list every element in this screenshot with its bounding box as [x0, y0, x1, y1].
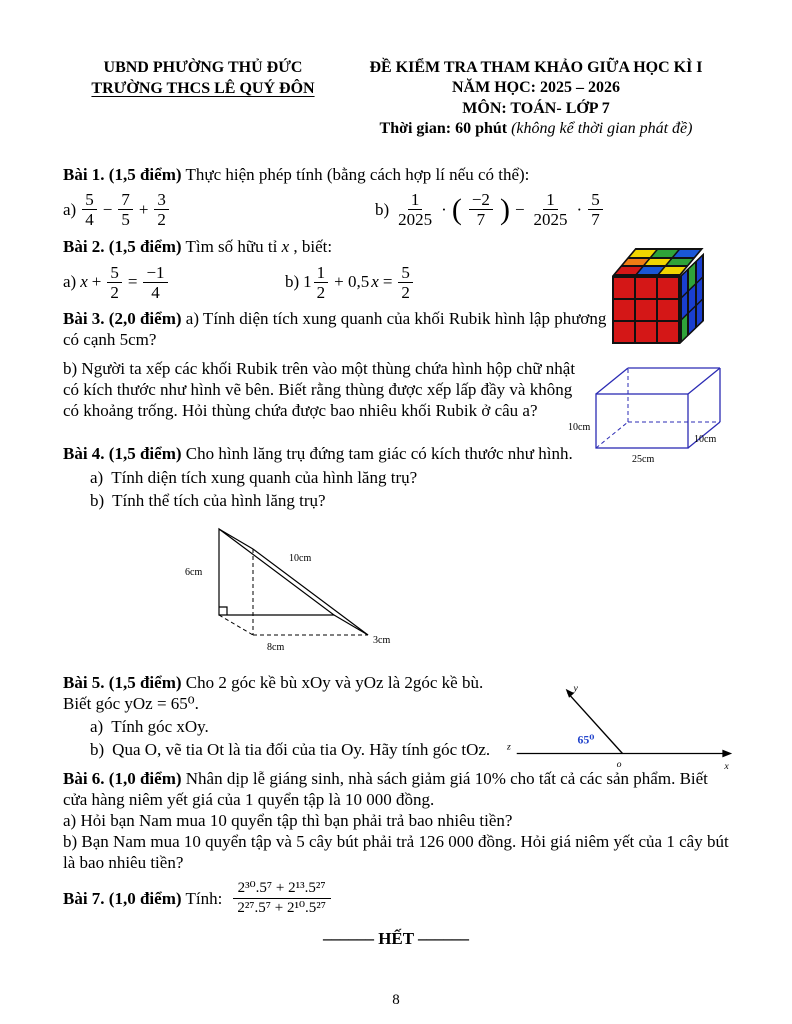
frac-den: 2025 [398, 210, 433, 230]
box-height-label: 10cm [568, 422, 591, 433]
frac-den: 2 [401, 282, 410, 302]
bai1-label: Bài 1. (1,5 điểm) [63, 164, 182, 184]
operator: − [514, 200, 525, 220]
exam-title: ĐỀ KIỂM TRA THAM KHẢO GIỮA HỌC KÌ I [369, 59, 703, 76]
frac-num: 1 [543, 190, 558, 210]
angle-drawing [505, 680, 740, 780]
bai3-label: Bài 3. (2,0 điểm) [63, 309, 182, 329]
bai3-part-a [63, 308, 609, 350]
bai4-label: Bài 4. (1,5 điểm) [63, 444, 182, 464]
section-bai1 [63, 164, 729, 232]
bai7-frac-den: 2²⁷.5⁷ + 2¹⁰.5²⁷ [237, 900, 326, 917]
angle-figure [505, 680, 740, 785]
fraction [531, 190, 571, 229]
angle-o-label: o [616, 759, 622, 771]
section-bai4 [63, 443, 729, 661]
header-school-block [63, 58, 343, 140]
bai1-expr-b [375, 190, 605, 229]
bai6-intro: Nhân dịp lễ giáng sinh, nhà sách giảm giá 10% cho tất cả các sản phẩm. Biết cửa hàng niêm yết giá của 1 quyển tập là 10 000 đồng. [63, 768, 708, 810]
box-depth-label: 10cm [694, 434, 717, 445]
box-figure [566, 356, 731, 473]
bai6-label: Bài 6. (1,0 điểm) [63, 768, 182, 788]
fraction [588, 190, 603, 229]
rubik-front-face [612, 276, 680, 344]
angle-lines [517, 693, 725, 754]
bai1-expressions [63, 188, 729, 232]
time-bold: Thời gian: 60 phút [379, 120, 508, 138]
ray-x-arrowhead [722, 750, 732, 758]
bai5-heading [63, 672, 499, 693]
operator: + [138, 200, 149, 220]
bai2-label: Bài 2. (1,5 điểm) [63, 236, 182, 256]
mixed-number-int: 1 [303, 272, 312, 292]
rubik-cube-figure [612, 246, 724, 350]
fraction [107, 263, 122, 302]
frac-den: 5 [121, 210, 130, 230]
box-drawing [566, 356, 731, 468]
variable-x: x [80, 272, 88, 292]
section-bai7 [63, 879, 729, 918]
frac-num: 7 [118, 190, 133, 210]
bai2-a-label: a) [63, 272, 77, 292]
bai4-item-b [63, 490, 729, 511]
item-b-label: b) [90, 490, 105, 510]
prism-solid-edges [219, 529, 368, 635]
bai2-expr-a [63, 263, 285, 302]
bai5-label: Bài 5. (1,5 điểm) [63, 672, 182, 692]
time-line [343, 119, 729, 139]
operator: · [576, 200, 583, 220]
prism-drawing [181, 517, 431, 662]
item-a-label: a) [90, 716, 104, 736]
close-paren: ) [499, 192, 510, 226]
fraction [398, 263, 413, 302]
bai2-x-var: x [281, 236, 290, 256]
frac-num: 5 [588, 190, 603, 210]
frac-num: 5 [82, 190, 97, 210]
operator: + [91, 272, 102, 292]
frac-num: 1 [408, 190, 423, 210]
bai7-intro: Tính: [181, 889, 223, 909]
frac-den: 7 [591, 210, 600, 230]
prism-base-label: 8cm [267, 641, 285, 653]
frac-num: 3 [154, 190, 169, 210]
item-a-label: a) [90, 467, 104, 487]
angle-degree-label: 65⁰ [577, 733, 595, 747]
frac-num: 5 [398, 263, 413, 283]
bai5-line2: Biết góc yOz = 65⁰. [63, 693, 199, 713]
operator: + 0,5 [334, 272, 370, 292]
angle-x-label: x [724, 761, 729, 773]
subject-line: MÔN: TOÁN- LỚP 7 [462, 99, 610, 117]
document-header [63, 58, 729, 140]
end-marker: –––––– HẾT –––––– [322, 928, 470, 948]
bai4-intro: Cho hình lăng trụ đứng tam giác có kích thước như hình. [181, 444, 573, 464]
fraction [143, 263, 167, 302]
prism-side-label: 6cm [185, 566, 203, 578]
bai5-intro: Cho 2 góc kề bù xOy và yOz là 2góc kề bù. [181, 672, 484, 692]
header-title-block [343, 58, 729, 140]
header-org-line1: UBND PHƯỜNG THỦ ĐỨC [103, 59, 303, 76]
operator: = [127, 272, 138, 292]
bai2-b-label: b) [285, 272, 300, 292]
operator: · [441, 200, 447, 220]
fraction [118, 190, 133, 229]
frac-den: 2 [157, 210, 166, 230]
box-width-label: 25cm [632, 454, 655, 465]
frac-num: 1 [314, 263, 329, 283]
bai4-a-text: Tính diện tích xung quanh của hình lăng trụ? [111, 467, 418, 487]
bai5-item-b [63, 739, 499, 760]
prism-hyp-label: 10cm [289, 552, 312, 564]
frac-den: 2 [316, 282, 326, 302]
frac-num: 5 [107, 263, 122, 283]
fraction [154, 190, 169, 229]
fraction [82, 190, 97, 229]
school-year: NĂM HỌC: 2025 – 2026 [452, 79, 620, 97]
frac-den: 2025 [533, 210, 568, 230]
bai4-b-text: Tính thể tích của hình lăng trụ? [112, 490, 326, 510]
header-org-line2: TRƯỜNG THCS LÊ QUÝ ĐÔN [91, 79, 315, 97]
bai3-part-b: b) Người ta xếp các khối Rubik trên vào một thùng chứa hình hộp chữ nhật có kích thước như hình vẽ bên. Biết rằng thùng được xếp lấp đầy và không có khoảng trống. Hỏi thùng chứa được bao nhiêu khối Rubik ở câu a? [63, 359, 576, 421]
fraction [395, 190, 435, 229]
bai7-fraction [232, 879, 331, 918]
frac-num: −1 [143, 263, 167, 283]
bai2-expr-b [285, 263, 415, 302]
bai7-label: Bài 7. (1,0 điểm) [63, 889, 182, 909]
bai5-a-text: Tính góc xOy. [111, 716, 209, 736]
frac-den: 4 [85, 210, 94, 230]
bai2-intro1: Tìm số hữu tỉ [181, 236, 282, 256]
prism-depth-label: 3cm [373, 634, 391, 646]
bai1-b-label: b) [375, 200, 390, 220]
operator: = [382, 272, 393, 292]
page-number: 8 [392, 992, 400, 1009]
frac-den: 7 [476, 210, 486, 230]
bai5-b-text: Qua O, vẽ tia Ot là tia đối của tia Oy. Hãy tính góc tOz. [112, 739, 491, 759]
bai1-a-label: a) [63, 200, 77, 220]
time-italic: (không kể thời gian phát đề) [507, 120, 693, 138]
frac-den: 2 [110, 282, 119, 302]
bai1-heading [63, 164, 729, 185]
bai1-intro: Thực hiện phép tính (bằng cách hợp lí nếu có thể): [181, 164, 530, 184]
bai6-item-a: a) Hỏi bạn Nam mua 10 quyển tập thì bạn phải trả bao nhiêu tiền? [63, 811, 513, 831]
bai7-frac-num: 2³⁰.5⁷ + 2¹³.5²⁷ [233, 879, 331, 899]
fraction [314, 263, 329, 302]
open-paren: ( [451, 192, 462, 226]
item-b-label: b) [90, 739, 105, 759]
operator: − [102, 200, 113, 220]
angle-y-label: y [573, 682, 578, 694]
bai5-item-a [63, 716, 499, 737]
bai6-item-b: b) Bạn Nam mua 10 quyển tập và 5 cây bút phải trả 126 000 đồng. Hỏi giá niêm yết của 1 cây bút là bao nhiêu tiền? [63, 832, 729, 873]
fraction [469, 190, 493, 229]
bai1-expr-a [63, 190, 375, 229]
variable-x: x [371, 272, 379, 292]
bai3-a-text: a) Tính diện tích xung quanh của khối Rubik hình lập phương có cạnh 5cm? [63, 309, 607, 350]
angle-z-label: z [506, 741, 511, 753]
prism-figure [181, 517, 431, 662]
frac-den: 4 [151, 282, 160, 302]
bai7-heading [63, 888, 222, 909]
bai2-intro2: , biết: [289, 236, 333, 256]
frac-num: −2 [469, 190, 493, 210]
